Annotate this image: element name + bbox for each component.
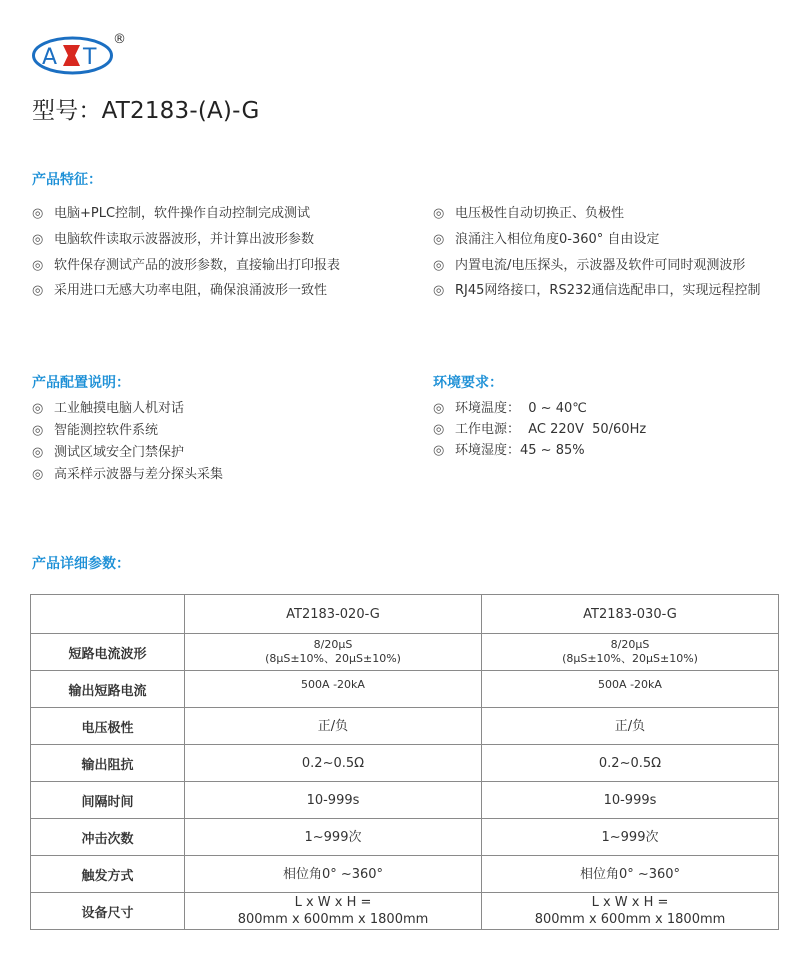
bullet-icon: ◎ bbox=[433, 422, 445, 437]
bullet-icon: ◎ bbox=[32, 283, 44, 298]
config-text: 测试区域安全门禁保护 bbox=[54, 445, 185, 460]
value-line: L x W x H = bbox=[591, 895, 669, 910]
features-title: 产品特征： bbox=[32, 172, 102, 188]
table-row bbox=[31, 893, 779, 930]
feature-left-2 bbox=[32, 228, 314, 247]
env-item-3 bbox=[433, 439, 585, 458]
env-text: 工作电源： AC 220V 50/60Hz bbox=[455, 422, 647, 437]
feature-text: 软件保存测试产品的波形参数，直接输出打印报表 bbox=[54, 258, 341, 273]
bullet-icon: ◎ bbox=[433, 401, 445, 416]
feature-text: RJ45网络接口，RS232通信选配串口，实现远程控制 bbox=[455, 283, 761, 298]
config-item-4 bbox=[32, 463, 223, 482]
details-title: 产品详细参数： bbox=[32, 556, 130, 572]
axt-logo bbox=[32, 36, 113, 75]
feature-left-1 bbox=[32, 202, 310, 221]
row-value-2 bbox=[482, 893, 779, 930]
table-header-model-2: AT2183-030-G bbox=[482, 595, 779, 634]
config-text: 智能测控软件系统 bbox=[54, 423, 159, 438]
feature-right-3 bbox=[433, 254, 745, 273]
spec-table bbox=[30, 594, 779, 930]
bullet-icon: ◎ bbox=[433, 232, 445, 247]
row-label: 输出短路电流 bbox=[31, 671, 185, 708]
value-line: 8/20μS bbox=[313, 638, 353, 651]
logo-letter-a: A bbox=[42, 45, 58, 70]
feature-right-2 bbox=[433, 228, 659, 247]
row-label: 短路电流波形 bbox=[31, 634, 185, 671]
row-label: 冲击次数 bbox=[31, 819, 185, 856]
feature-right-4 bbox=[433, 279, 761, 298]
row-value-1 bbox=[185, 893, 482, 930]
feature-text: 采用进口无感大功率电阻，确保浪涌波形一致性 bbox=[54, 283, 328, 298]
table-row bbox=[31, 856, 779, 893]
config-item-1 bbox=[32, 397, 184, 416]
config-text: 高采样示波器与差分探头采集 bbox=[54, 467, 224, 482]
table-row bbox=[31, 745, 779, 782]
row-value-1 bbox=[185, 634, 482, 671]
bullet-icon: ◎ bbox=[32, 206, 44, 221]
feature-text: 电压极性自动切换正、负极性 bbox=[455, 206, 625, 221]
row-value-1: 0.2~0.5Ω bbox=[185, 745, 482, 782]
row-value-2: 500A -20kA bbox=[482, 671, 779, 708]
row-value-1: 500A -20kA bbox=[185, 671, 482, 708]
row-label: 电压极性 bbox=[31, 708, 185, 745]
config-item-3 bbox=[32, 441, 184, 460]
config-title: 产品配置说明： bbox=[32, 375, 130, 391]
table-row bbox=[31, 708, 779, 745]
env-text: 环境温度： 0 ~ 40℃ bbox=[455, 401, 587, 416]
registered-mark: ® bbox=[113, 32, 126, 47]
logo-hourglass-icon bbox=[63, 45, 80, 66]
env-item-2 bbox=[433, 418, 646, 437]
value-line: L x W x H = bbox=[294, 895, 372, 910]
bullet-icon: ◎ bbox=[32, 258, 44, 273]
environment-title: 环境要求： bbox=[433, 375, 503, 391]
table-row bbox=[31, 819, 779, 856]
feature-right-1 bbox=[433, 202, 624, 221]
table-row bbox=[31, 671, 779, 708]
row-value-2: 10-999s bbox=[482, 782, 779, 819]
bullet-icon: ◎ bbox=[32, 467, 44, 482]
feature-text: 内置电流/电压探头，示波器及软件可同时观测波形 bbox=[455, 258, 746, 273]
feature-left-3 bbox=[32, 254, 340, 273]
row-label: 设备尺寸 bbox=[31, 893, 185, 930]
row-value-2: 相位角0° ~360° bbox=[482, 856, 779, 893]
bullet-icon: ◎ bbox=[32, 401, 44, 416]
bullet-icon: ◎ bbox=[433, 258, 445, 273]
feature-text: 浪涌注入相位角度0-360° 自由设定 bbox=[455, 232, 660, 247]
config-text: 工业触摸电脑人机对话 bbox=[54, 401, 185, 416]
logo-letter-t: T bbox=[83, 45, 97, 70]
bullet-icon: ◎ bbox=[433, 443, 445, 458]
table-row bbox=[31, 634, 779, 671]
row-value-1: 1~999次 bbox=[185, 819, 482, 856]
row-value-1: 正/负 bbox=[185, 708, 482, 745]
row-value-1: 相位角0° ~360° bbox=[185, 856, 482, 893]
row-value-1: 10-999s bbox=[185, 782, 482, 819]
row-label: 间隔时间 bbox=[31, 782, 185, 819]
model-title: 型号：AT2183-(A)-G bbox=[32, 98, 260, 124]
bullet-icon: ◎ bbox=[32, 232, 44, 247]
feature-left-4 bbox=[32, 279, 327, 298]
config-item-2 bbox=[32, 419, 158, 438]
bullet-icon: ◎ bbox=[32, 445, 44, 460]
row-value-2: 1~999次 bbox=[482, 819, 779, 856]
env-item-1 bbox=[433, 397, 587, 416]
row-value-2: 0.2~0.5Ω bbox=[482, 745, 779, 782]
value-line: 800mm x 600mm x 1800mm bbox=[237, 912, 429, 927]
table-row bbox=[31, 782, 779, 819]
row-value-2 bbox=[482, 634, 779, 671]
bullet-icon: ◎ bbox=[433, 206, 445, 221]
env-text: 环境湿度：45 ~ 85% bbox=[455, 443, 585, 458]
bullet-icon: ◎ bbox=[433, 283, 445, 298]
feature-text: 电脑+PLC控制，软件操作自动控制完成测试 bbox=[54, 206, 311, 221]
table-header-row bbox=[31, 595, 779, 634]
value-line: 800mm x 600mm x 1800mm bbox=[534, 912, 726, 927]
row-label: 触发方式 bbox=[31, 856, 185, 893]
value-line: 8/20μS bbox=[610, 638, 650, 651]
feature-text: 电脑软件读取示波器波形，并计算出波形参数 bbox=[54, 232, 315, 247]
row-label: 输出阻抗 bbox=[31, 745, 185, 782]
bullet-icon: ◎ bbox=[32, 423, 44, 438]
value-line: (8μS±10%、20μS±10%) bbox=[265, 652, 401, 665]
table-header-model-1: AT2183-020-G bbox=[185, 595, 482, 634]
row-value-2: 正/负 bbox=[482, 708, 779, 745]
value-line: (8μS±10%、20μS±10%) bbox=[562, 652, 698, 665]
table-header-blank bbox=[31, 595, 185, 634]
